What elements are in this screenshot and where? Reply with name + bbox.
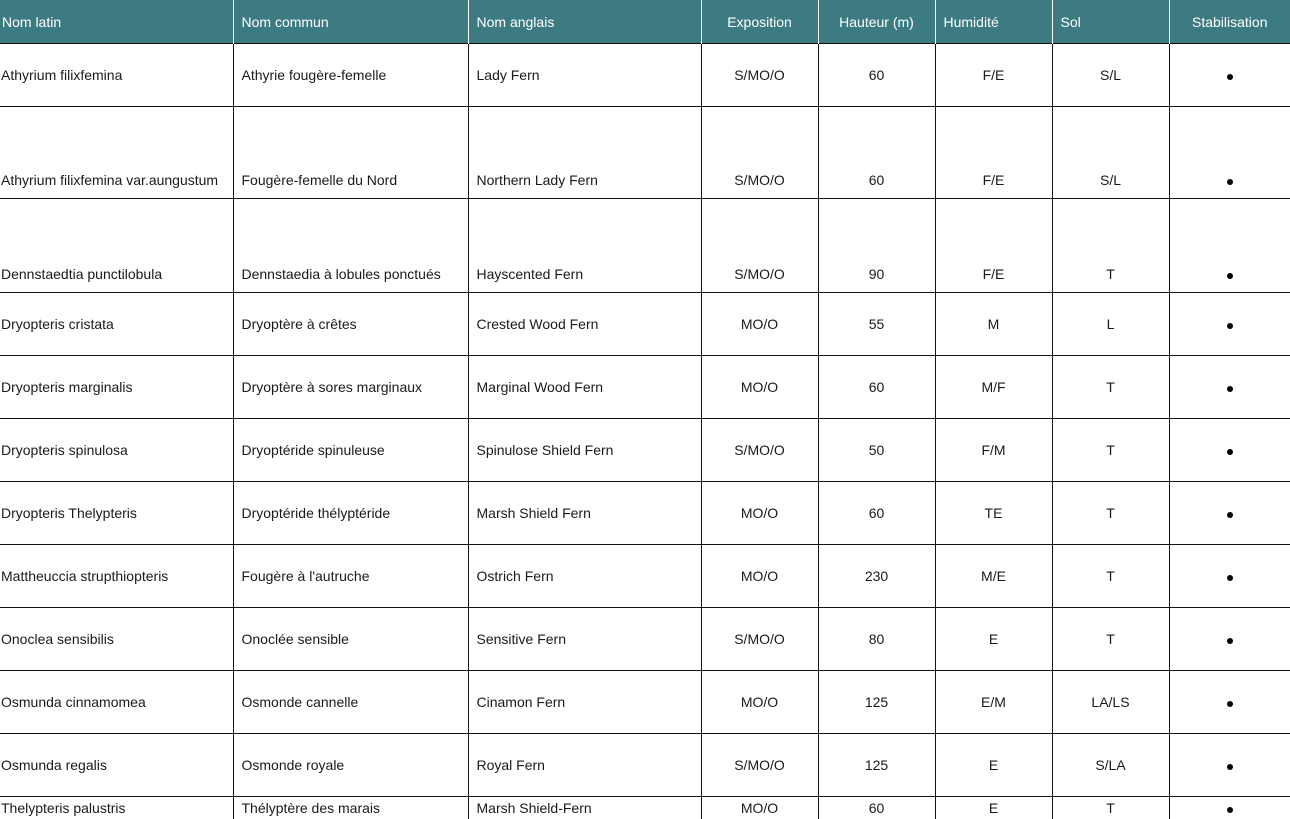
- cell-exposition: MO/O: [701, 545, 818, 608]
- cell-stabilisation: [1169, 671, 1290, 734]
- table-row: [0, 671, 1290, 734]
- header-sol: Sol: [1052, 0, 1169, 44]
- cell-hauteur: 230: [818, 545, 935, 608]
- cell-humidite: F/M: [935, 419, 1052, 482]
- cell-exposition: S/MO/O: [701, 199, 818, 293]
- cell-exposition: MO/O: [701, 293, 818, 356]
- table-row: [0, 608, 1290, 671]
- cell-humidite: E: [935, 797, 1052, 819]
- header-humidite: Humidité: [935, 0, 1052, 44]
- cell-nom-commun: Dryoptère à sores marginaux: [233, 356, 468, 419]
- bullet-dot-icon: [1227, 764, 1233, 770]
- cell-stabilisation: [1169, 545, 1290, 608]
- cell-exposition: MO/O: [701, 671, 818, 734]
- cell-sol: T: [1052, 608, 1169, 671]
- cell-exposition: MO/O: [701, 482, 818, 545]
- cell-sol: S/L: [1052, 44, 1169, 107]
- cell-nom-anglais: Crested Wood Fern: [468, 293, 701, 356]
- table-row: [0, 734, 1290, 797]
- header-nom-anglais: Nom anglais: [468, 0, 701, 44]
- bullet-dot-icon: [1227, 386, 1233, 392]
- cell-nom-anglais: Hayscented Fern: [468, 199, 701, 293]
- cell-sol: T: [1052, 199, 1169, 293]
- cell-nom-latin: Dryopteris spinulosa: [0, 419, 233, 482]
- cell-nom-anglais: Marsh Shield Fern: [468, 482, 701, 545]
- cell-hauteur: 60: [818, 797, 935, 819]
- cell-stabilisation: [1169, 293, 1290, 356]
- cell-hauteur: 90: [818, 199, 935, 293]
- cell-hauteur: 60: [818, 107, 935, 199]
- cell-nom-anglais: Marginal Wood Fern: [468, 356, 701, 419]
- table-row: [0, 107, 1290, 199]
- cell-humidite: M: [935, 293, 1052, 356]
- cell-nom-latin: Dryopteris Thelypteris: [0, 482, 233, 545]
- header-hauteur: Hauteur (m): [818, 0, 935, 44]
- cell-nom-anglais: Royal Fern: [468, 734, 701, 797]
- bullet-dot-icon: [1227, 449, 1233, 455]
- bullet-dot-icon: [1227, 701, 1233, 707]
- header-nom-latin: Nom latin: [0, 0, 233, 44]
- cell-nom-latin: Osmunda regalis: [0, 734, 233, 797]
- cell-humidite: E: [935, 734, 1052, 797]
- cell-sol: S/LA: [1052, 734, 1169, 797]
- cell-nom-commun: Dryoptéride spinuleuse: [233, 419, 468, 482]
- bullet-dot-icon: [1227, 575, 1233, 581]
- cell-sol: T: [1052, 419, 1169, 482]
- cell-nom-commun: Thélyptère des marais: [233, 797, 468, 819]
- cell-humidite: E: [935, 608, 1052, 671]
- cell-nom-commun: Dennstaedia à lobules ponctués: [233, 199, 468, 293]
- cell-hauteur: 55: [818, 293, 935, 356]
- cell-exposition: S/MO/O: [701, 734, 818, 797]
- cell-exposition: S/MO/O: [701, 608, 818, 671]
- table-row: [0, 356, 1290, 419]
- cell-humidite: F/E: [935, 44, 1052, 107]
- cell-nom-anglais: Spinulose Shield Fern: [468, 419, 701, 482]
- cell-stabilisation: [1169, 44, 1290, 107]
- cell-nom-commun: Onoclée sensible: [233, 608, 468, 671]
- bullet-dot-icon: [1227, 74, 1233, 80]
- cell-nom-commun: Athyrie fougère-femelle: [233, 44, 468, 107]
- cell-humidite: M/F: [935, 356, 1052, 419]
- table-row: [0, 797, 1290, 819]
- cell-nom-commun: Fougère à l'autruche: [233, 545, 468, 608]
- cell-nom-latin: Athyrium filixfemina: [0, 44, 233, 107]
- cell-hauteur: 60: [818, 356, 935, 419]
- table-row: [0, 293, 1290, 356]
- cell-stabilisation: [1169, 107, 1290, 199]
- cell-sol: T: [1052, 545, 1169, 608]
- cell-nom-latin: Dennstaedtia punctilobula: [0, 199, 233, 293]
- cell-hauteur: 80: [818, 608, 935, 671]
- cell-stabilisation: [1169, 356, 1290, 419]
- bullet-dot-icon: [1227, 323, 1233, 329]
- cell-humidite: TE: [935, 482, 1052, 545]
- cell-nom-anglais: Ostrich Fern: [468, 545, 701, 608]
- cell-hauteur: 60: [818, 44, 935, 107]
- table-row: [0, 44, 1290, 107]
- cell-nom-anglais: Northern Lady Fern: [468, 107, 701, 199]
- cell-stabilisation: [1169, 482, 1290, 545]
- cell-nom-anglais: Cinamon Fern: [468, 671, 701, 734]
- cell-hauteur: 60: [818, 482, 935, 545]
- cell-nom-anglais: Marsh Shield-Fern: [468, 797, 701, 819]
- cell-nom-latin: Dryopteris cristata: [0, 293, 233, 356]
- cell-nom-latin: Dryopteris marginalis: [0, 356, 233, 419]
- cell-nom-latin: Thelypteris palustris: [0, 797, 233, 819]
- cell-stabilisation: [1169, 608, 1290, 671]
- header-stabilisation: Stabilisation: [1169, 0, 1290, 44]
- bullet-dot-icon: [1227, 638, 1233, 644]
- cell-stabilisation: [1169, 797, 1290, 819]
- table-row: [0, 199, 1290, 293]
- cell-sol: S/L: [1052, 107, 1169, 199]
- header-exposition: Exposition: [701, 0, 818, 44]
- cell-humidite: E/M: [935, 671, 1052, 734]
- cell-sol: T: [1052, 482, 1169, 545]
- cell-hauteur: 50: [818, 419, 935, 482]
- cell-sol: T: [1052, 797, 1169, 819]
- cell-exposition: S/MO/O: [701, 419, 818, 482]
- cell-hauteur: 125: [818, 671, 935, 734]
- cell-nom-commun: Dryoptéride thélyptéride: [233, 482, 468, 545]
- cell-nom-latin: Onoclea sensibilis: [0, 608, 233, 671]
- cell-nom-commun: Osmonde cannelle: [233, 671, 468, 734]
- header-row: [0, 0, 1290, 44]
- bullet-dot-icon: [1227, 807, 1233, 813]
- cell-nom-commun: Dryoptère à crêtes: [233, 293, 468, 356]
- cell-sol: T: [1052, 356, 1169, 419]
- header-nom-commun: Nom commun: [233, 0, 468, 44]
- cell-exposition: MO/O: [701, 356, 818, 419]
- cell-exposition: S/MO/O: [701, 107, 818, 199]
- cell-nom-commun: Osmonde royale: [233, 734, 468, 797]
- cell-nom-latin: Athyrium filixfemina var.aungustum: [0, 107, 233, 199]
- cell-exposition: MO/O: [701, 797, 818, 819]
- cell-sol: LA/LS: [1052, 671, 1169, 734]
- bullet-dot-icon: [1227, 512, 1233, 518]
- table-row: [0, 419, 1290, 482]
- cell-stabilisation: [1169, 734, 1290, 797]
- cell-hauteur: 125: [818, 734, 935, 797]
- table-row: [0, 482, 1290, 545]
- cell-nom-anglais: Lady Fern: [468, 44, 701, 107]
- cell-humidite: F/E: [935, 199, 1052, 293]
- cell-nom-latin: Osmunda cinnamomea: [0, 671, 233, 734]
- cell-nom-commun: Fougère-femelle du Nord: [233, 107, 468, 199]
- cell-sol: L: [1052, 293, 1169, 356]
- cell-humidite: F/E: [935, 107, 1052, 199]
- cell-humidite: M/E: [935, 545, 1052, 608]
- bullet-dot-icon: [1227, 179, 1233, 185]
- cell-stabilisation: [1169, 199, 1290, 293]
- cell-nom-latin: Mattheuccia strupthiopteris: [0, 545, 233, 608]
- table-row: [0, 545, 1290, 608]
- bullet-dot-icon: [1227, 273, 1233, 279]
- cell-exposition: S/MO/O: [701, 44, 818, 107]
- cell-nom-anglais: Sensitive Fern: [468, 608, 701, 671]
- cell-stabilisation: [1169, 419, 1290, 482]
